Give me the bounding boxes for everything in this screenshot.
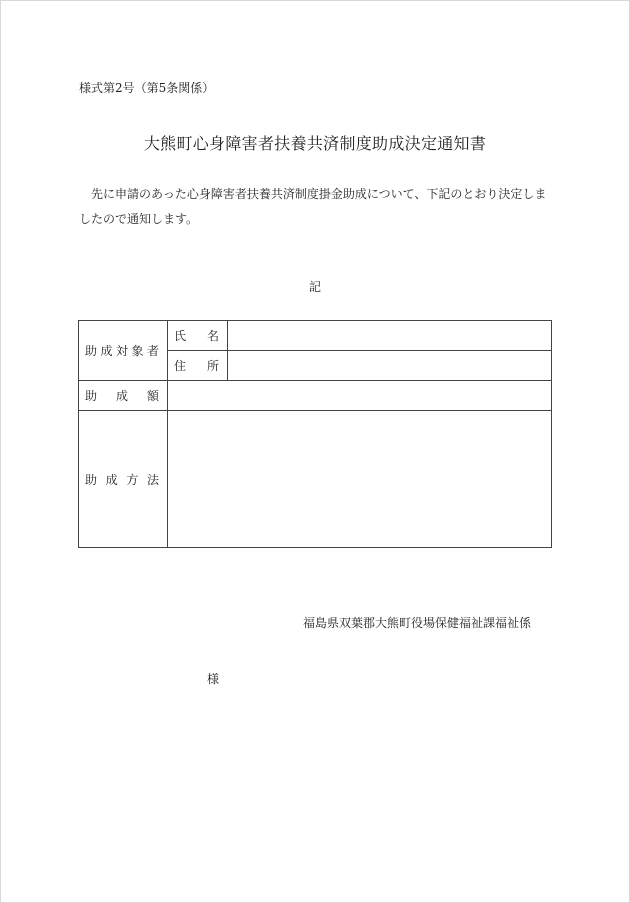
subject-label-char: 成 [100, 344, 113, 358]
amount-label-char: 額 [146, 389, 159, 403]
subject-label [79, 342, 167, 359]
issuer-name: 福島県双葉郡大熊町役場保健福祉課福祉係 [303, 616, 532, 630]
grant-table [78, 320, 552, 548]
address-label-char: 所 [206, 359, 219, 373]
method-label-char: 法 [146, 472, 159, 487]
document-title: 大熊町心身障害者扶養共済制度助成決定通知書 [143, 134, 487, 153]
recipient-honorific: 様 [207, 672, 220, 686]
notice-body: 先に申請のあった心身障害者扶養共済制度掛金助成について、下記のとおり決定しましたので通知します。 [79, 187, 547, 226]
name-label-char: 名 [206, 329, 219, 343]
method-label-cell [79, 411, 168, 548]
amount-label-cell [79, 381, 168, 411]
amount-value-cell [168, 381, 552, 411]
amount-label-char: 助 [85, 389, 98, 403]
name-value-cell [228, 321, 552, 351]
subject-label-char: 者 [146, 344, 159, 358]
subject-label-char: 助 [85, 344, 98, 358]
subject-label-char: 象 [131, 344, 144, 358]
subject-label-char: 対 [115, 344, 128, 358]
method-value-cell [168, 411, 552, 548]
name-label-cell [168, 321, 228, 351]
address-label-char: 住 [174, 359, 187, 373]
amount-label [79, 387, 167, 404]
address-value-cell [228, 351, 552, 381]
name-label [168, 327, 227, 344]
subject-label-cell [79, 321, 168, 381]
address-label-cell [168, 351, 228, 381]
method-label [79, 471, 167, 488]
name-label-char: 氏 [174, 329, 187, 343]
amount-label-char: 成 [115, 389, 128, 403]
method-label-char: 成 [105, 472, 118, 487]
ki-heading: 記 [308, 280, 321, 294]
form-number: 様式第2号（第5条関係） [79, 81, 215, 95]
method-label-char: 助 [85, 472, 98, 487]
method-label-char: 方 [126, 472, 139, 487]
address-label [168, 357, 227, 374]
